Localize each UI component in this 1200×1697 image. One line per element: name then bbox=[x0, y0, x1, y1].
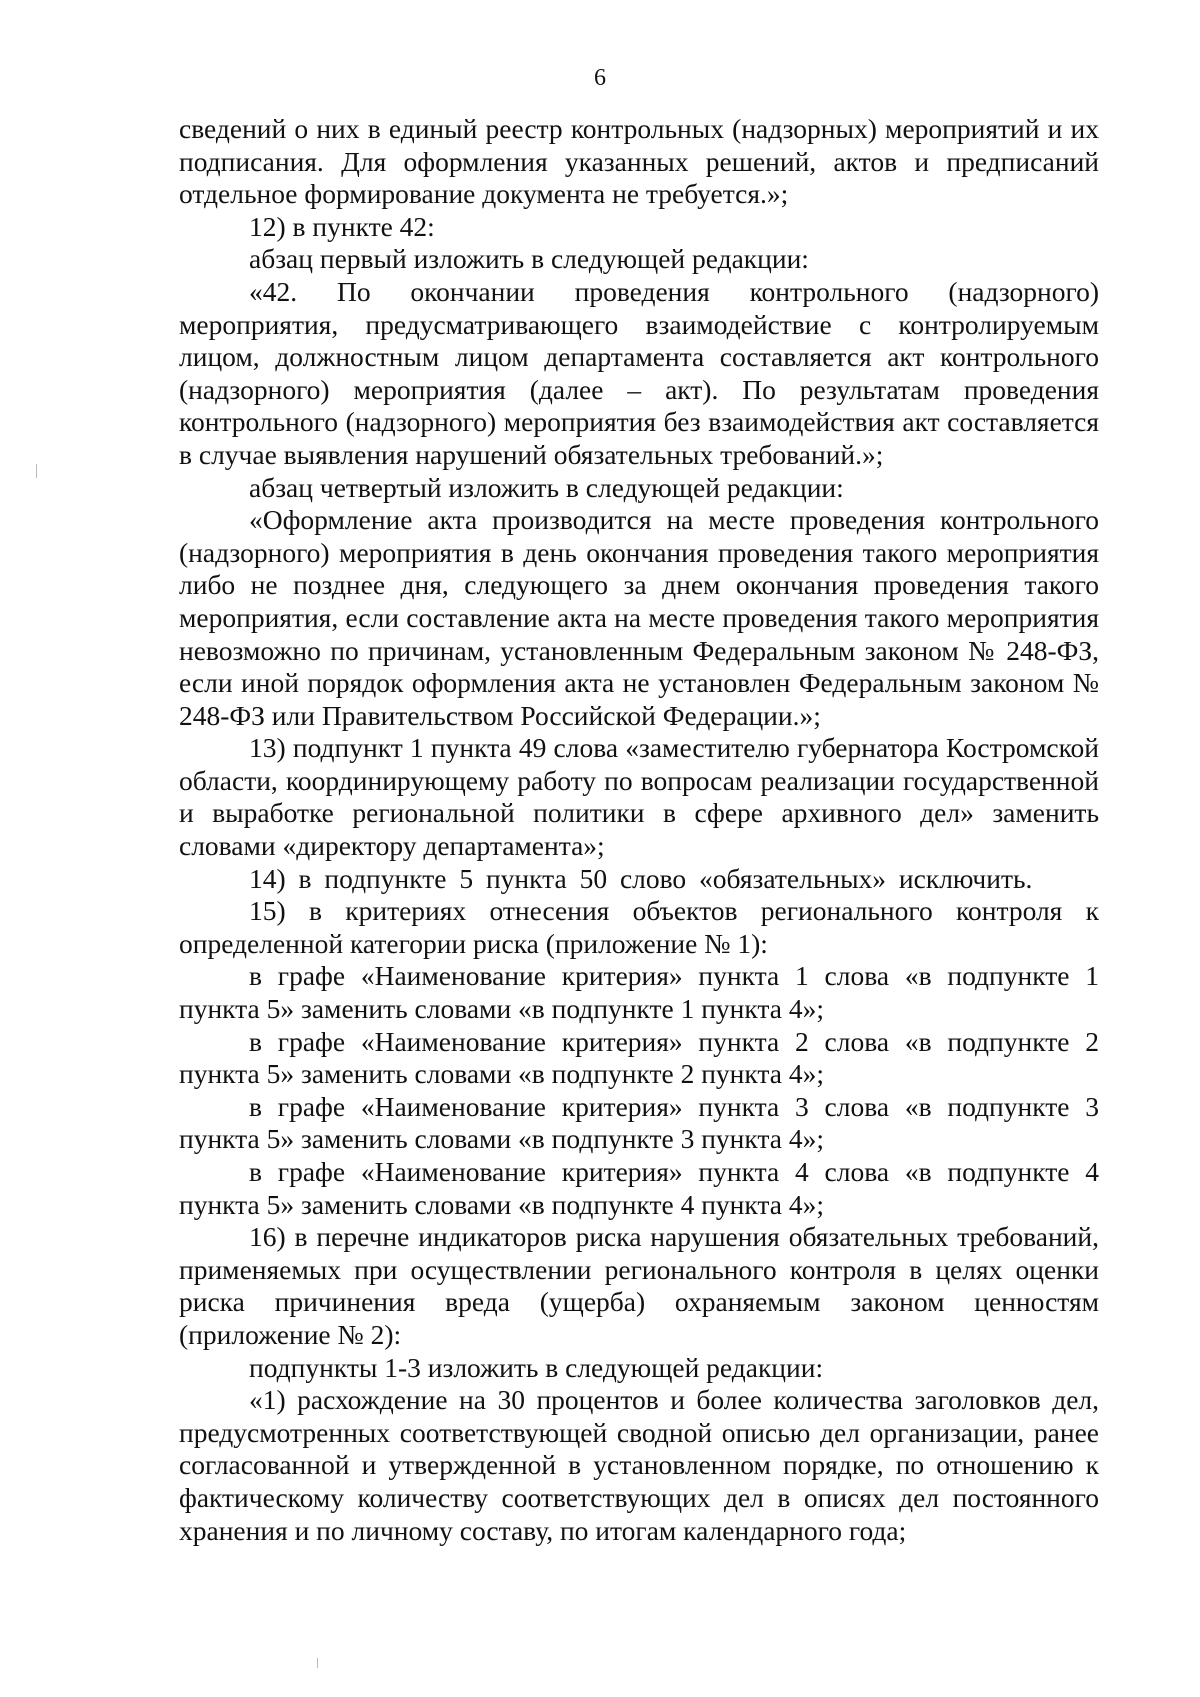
page-number: 6 bbox=[594, 65, 606, 91]
paragraph-item-13: 13) подпункт 1 пункта 49 слова «заместителю губернатора Костромской области, координирующему работу по вопросам реализации государственной и выработке региональной политики в сфере архивного дел» заменить словами «директору департамента»; bbox=[179, 732, 1099, 862]
paragraph-item-16: 16) в перечне индикаторов риска нарушения обязательных требований, применяемых при осуществлении регионального контроля в целях оценки риска причинения вреда (ущерба) охраняемым законом ценностям (приложение № 2): bbox=[179, 1221, 1099, 1350]
paragraph-criterion-2: в графе «Наименование критерия» пункта 2 слова «в подпункте 2 пункта 5» заменить словами «в подпункте 2 пункта 4»; bbox=[179, 1025, 1099, 1090]
paragraph-abzac-fourth: абзац четвертый изложить в следующей редакции: bbox=[249, 471, 844, 503]
scan-artifact bbox=[36, 464, 37, 478]
paragraph-continuation: сведений о них в единый реестр контрольных (надзорных) мероприятий и их подписания. Для оформления указанных решений, актов и предписаний отдельное формирование документа не требуется.»; bbox=[179, 113, 1099, 210]
scan-artifact bbox=[317, 1658, 318, 1668]
paragraph-criterion-4: в графе «Наименование критерия» пункта 4 слова «в подпункте 4 пункта 5» заменить словами «в подпункте 4 пункта 4»; bbox=[179, 1156, 1099, 1220]
paragraph-item-14: 14) в подпункте 5 пункта 50 слово «обязательных» исключить. bbox=[249, 862, 1033, 894]
paragraph-subitems: подпункты 1-3 изложить в следующей редакции: bbox=[249, 1351, 824, 1383]
paragraph-quote-act: «Оформление акта производится на месте проведения контрольного (надзорного) мероприятия в день окончания проведения такого мероприятия либо не позднее дня, следующего за днем окончания проведения такого мероприятия, если составление акта на месте проведения такого мероприятия невозможно по причинам, установленным Федеральным законом № 248-ФЗ, если иной порядок оформления акта не установлен Федеральным законом № 248-ФЗ или Правительством Российской Федерации.»; bbox=[179, 504, 1099, 731]
paragraph-criterion-1: в графе «Наименование критерия» пункта 1 слова «в подпункте 1 пункта 5» заменить словами «в подпункте 1 пункта 4»; bbox=[179, 960, 1099, 1025]
paragraph-quote-42: «42. По окончании проведения контрольного (надзорного) мероприятия, предусматривающего взаимодействие с контролируемым лицом, должностным лицом департамента составляется акт контрольного (надзорного) мероприятия (далее – акт). По результатам проведения контрольного (надзорного) мероприятия без взаимодействия акт составляется в случае выявления нарушений обязательных требований.»; bbox=[179, 275, 1099, 470]
paragraph-quote-indicator-1: «1) расхождение на 30 процентов и более количества заголовков дел, предусмотренных соответствующей сводной описью дел организации, ранее согласованной и утвержденной в установленном порядке, по отношению к фактическому количеству соответствующих дел в описях дел постоянного хранения и по личному составу, по итогам календарного года; bbox=[179, 1384, 1099, 1546]
paragraph-abzac-first: абзац первый изложить в следующей редакции: bbox=[249, 243, 809, 275]
paragraph-criterion-3: в графе «Наименование критерия» пункта 3 слова «в подпункте 3 пункта 5» заменить словами «в подпункте 3 пункта 4»; bbox=[179, 1090, 1099, 1155]
document-body bbox=[179, 113, 1099, 1547]
paragraph-item-15: 15) в критериях отнесения объектов регионального контроля к определенной категории риска (приложение № 1): bbox=[179, 895, 1099, 959]
paragraph-item-12: 12) в пункте 42: bbox=[249, 210, 435, 242]
